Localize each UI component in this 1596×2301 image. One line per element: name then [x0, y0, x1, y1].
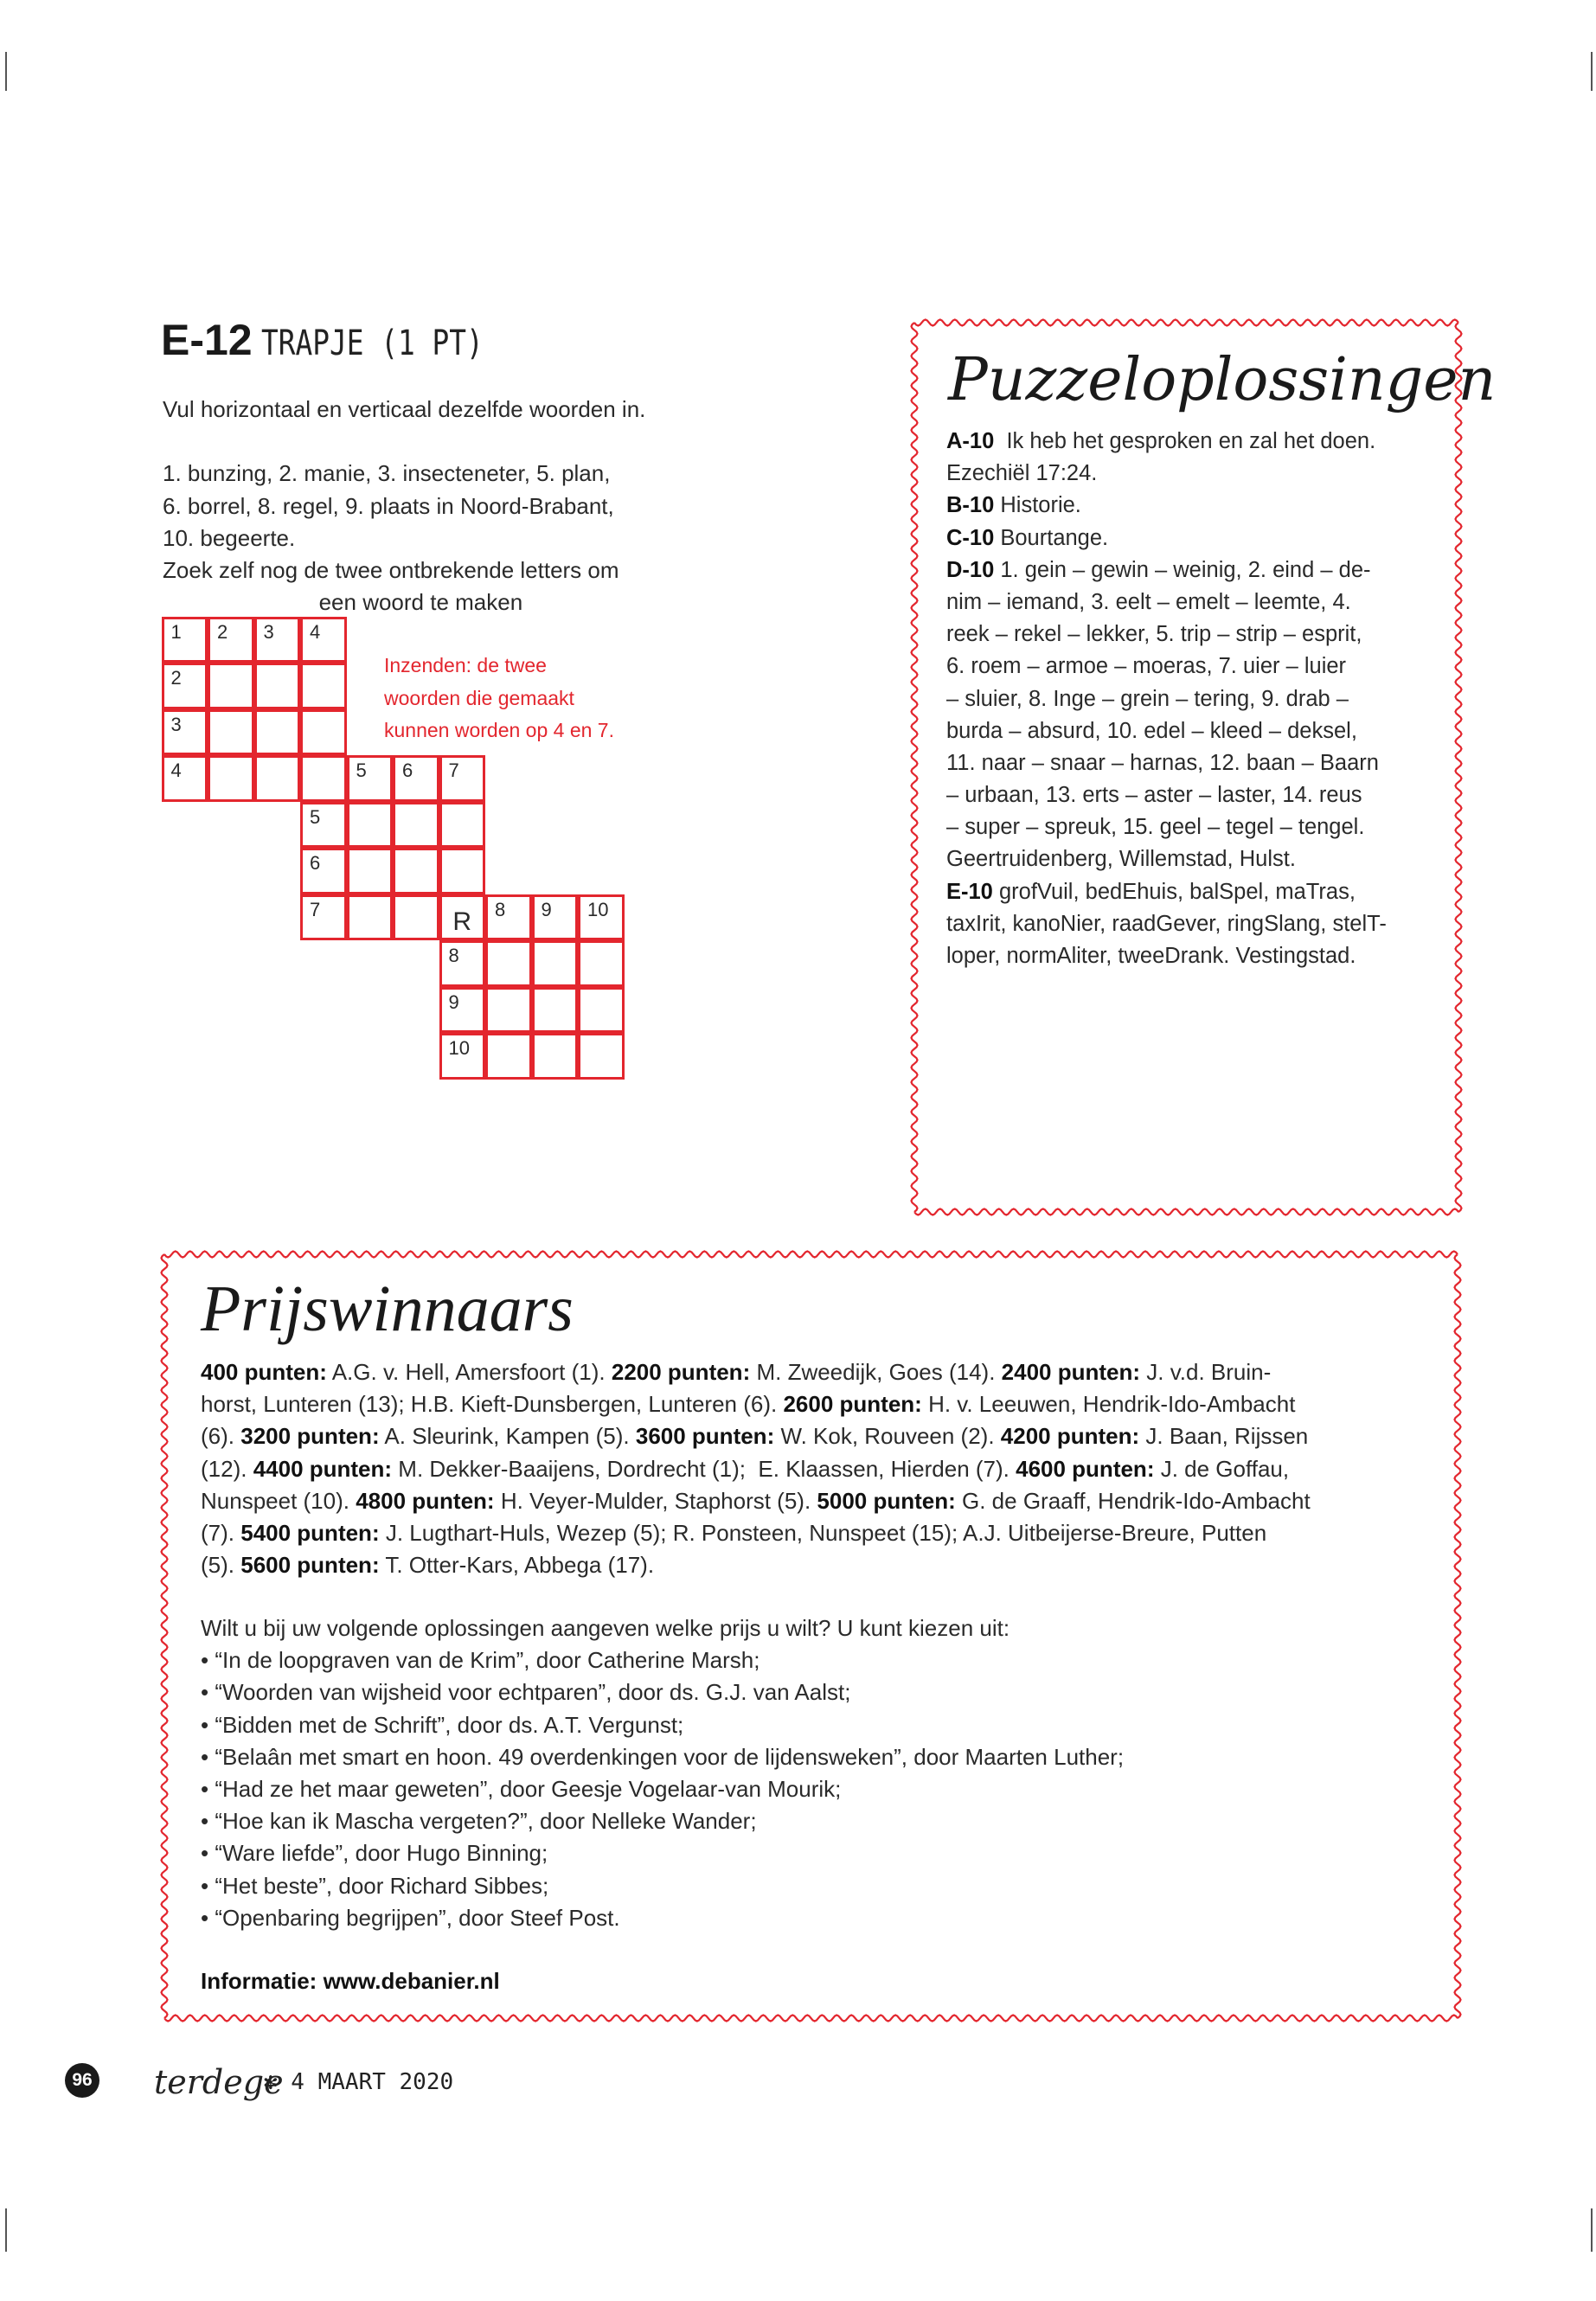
text-line: [201, 1805, 1124, 1837]
grid-cell[interactable]: [254, 755, 301, 802]
text-segment: T. Otter-Kars, Abbega (17).: [379, 1552, 655, 1579]
text-segment: Vul horizontaal en verticaal dezelfde woorden in.: [163, 396, 646, 422]
grid-cell[interactable]: [393, 894, 439, 941]
grid-cell[interactable]: [254, 663, 301, 709]
winners-title: Prijswinnaars: [201, 1272, 574, 1345]
text-line: [163, 458, 645, 490]
cell-number: 1: [170, 620, 182, 643]
text-line: [946, 426, 1387, 458]
text-line: [201, 1902, 1124, 1934]
bold-label: B-10: [946, 493, 995, 518]
grid-cell[interactable]: [347, 848, 394, 894]
text-segment: horst, Lunteren (13); H.B. Kieft-Dunsbergen, Lunteren (6).: [201, 1391, 784, 1418]
bold-label: 4600 punten:: [1016, 1455, 1155, 1482]
text-line: [201, 1549, 1311, 1581]
text-line: [946, 554, 1387, 586]
grid-cell[interactable]: [208, 663, 254, 709]
grid-cell[interactable]: [532, 1033, 579, 1080]
text-segment: Bourtange.: [994, 525, 1109, 550]
bold-label: 5000 punten:: [817, 1487, 956, 1514]
text-line: [946, 522, 1387, 554]
grid-cell[interactable]: [485, 1033, 532, 1080]
text-segment: Ik heb het gesproken en zal het doen.: [994, 429, 1376, 453]
text-segment: burda – absurd, 10. edel – kleed – deksel,: [946, 718, 1357, 743]
text-segment: • “Bidden met de Schrift”, door ds. A.T. Vergunst;: [201, 1711, 684, 1738]
bold-label: 4800 punten:: [356, 1487, 495, 1514]
crop-mark: [5, 2208, 7, 2252]
text-segment: • “Had ze het maar geweten”, door Geesje Vogelaar-van Mourik;: [201, 1775, 842, 1802]
grid-cell[interactable]: [162, 709, 208, 756]
grid-cell[interactable]: [208, 617, 254, 663]
bold-label: 5400 punten:: [240, 1519, 380, 1546]
text-line: [946, 940, 1387, 972]
text-segment: – sluier, 8. Inge – grein – tering, 9. drab –: [946, 686, 1349, 711]
grid-cell[interactable]: [254, 617, 301, 663]
cell-number: 2: [217, 620, 228, 643]
text-segment: (12).: [201, 1455, 253, 1482]
text-segment: • “In de loopgraven van de Krim”, door Catherine Marsh;: [201, 1647, 760, 1674]
grid-cell[interactable]: [439, 1033, 486, 1080]
text-line: [201, 1676, 1124, 1708]
grid-cell[interactable]: [393, 755, 439, 802]
bold-label: 4200 punten:: [1000, 1423, 1140, 1450]
text-line: [201, 1517, 1311, 1549]
cell-number: 9: [541, 898, 552, 920]
text-segment: 11. naar – snaar – harnas, 12. baan – Baarn: [946, 750, 1379, 775]
cell-number: 8: [495, 898, 506, 920]
text-line: [201, 1388, 1311, 1420]
text-segment: (5).: [201, 1552, 241, 1579]
text-line: [946, 619, 1387, 651]
text-line: [163, 522, 645, 554]
text-line: [163, 554, 645, 586]
text-segment: H. v. Leeuwen, Hendrik-Ido-Ambacht: [921, 1391, 1296, 1418]
grid-cell[interactable]: [578, 894, 625, 941]
text-segment: 10. begeerte.: [163, 524, 296, 551]
text-segment: taxIrit, kanoNier, raadGever, ringSlang, stelT-: [946, 911, 1387, 936]
cell-number: 6: [310, 852, 321, 874]
grid-cell[interactable]: [254, 709, 301, 756]
bold-label: 2600 punten:: [783, 1391, 922, 1418]
text-line: [201, 1644, 1124, 1676]
text-line: [163, 394, 645, 426]
text-segment: grofVuil, bedEhuis, balSpel, maTras,: [992, 879, 1356, 904]
grid-cell[interactable]: [347, 755, 394, 802]
grid-cell[interactable]: [393, 848, 439, 894]
text-segment: • “Hoe kan ik Mascha vergeten?”, door Nelleke Wander;: [201, 1808, 757, 1835]
cell-number: 4: [170, 760, 182, 781]
text-segment: J. v.d. Bruin-: [1140, 1359, 1272, 1385]
text-segment: Geertruidenberg, Willemstad, Hulst.: [946, 847, 1296, 872]
grid-cell[interactable]: [485, 894, 532, 941]
bold-label: 3600 punten:: [635, 1423, 775, 1450]
cell-number: 7: [310, 898, 321, 920]
cell-number: 3: [170, 713, 182, 735]
text-line: [946, 683, 1387, 715]
grid-cell[interactable]: [300, 894, 347, 941]
magazine-logo: terdege: [154, 2063, 284, 2101]
prize-options: [201, 1612, 1124, 1934]
cell-number: 5: [356, 760, 367, 781]
bold-label: 4400 punten:: [253, 1455, 393, 1482]
solutions-text: [946, 426, 1387, 972]
text-line: [163, 426, 645, 458]
cell-number: 4: [310, 620, 321, 643]
crop-mark: [1591, 2208, 1593, 2252]
note-line: kunnen worden op 4 en 7.: [384, 719, 614, 741]
text-segment: • “Het beste”, door Richard Sibbes;: [201, 1872, 549, 1899]
text-segment: 6. borrel, 8. regel, 9. plaats in Noord-Brabant,: [163, 492, 614, 519]
puzzle-title: TRAPJE (1 PT): [260, 324, 484, 363]
grid-cell[interactable]: [300, 802, 347, 849]
cell-number: 2: [170, 667, 182, 689]
puzzle-heading: [161, 311, 532, 372]
text-segment: • “Ware liefde”, door Hugo Binning;: [201, 1840, 548, 1867]
grid-cell[interactable]: [300, 755, 347, 802]
grid-cell[interactable]: [300, 663, 347, 709]
text-segment: A. Sleurink, Kampen (5).: [379, 1423, 636, 1450]
cell-number: 10: [587, 898, 609, 920]
text-segment: J. de Goffau,: [1154, 1455, 1290, 1482]
text-segment: – super – spreuk, 15. geel – tegel – tengel.: [946, 815, 1365, 840]
text-segment: – urbaan, 13. erts – aster – laster, 14. reus: [946, 783, 1362, 808]
grid-cell[interactable]: [485, 987, 532, 1034]
grid-cell[interactable]: [347, 894, 394, 941]
text-line: [946, 715, 1387, 747]
text-segment: nim – iemand, 3. eelt – emelt – leemte, 4.: [946, 589, 1351, 614]
bold-label: D-10: [946, 557, 995, 582]
grid-cell[interactable]: [393, 802, 439, 849]
grid-cell[interactable]: [162, 617, 208, 663]
text-line: [946, 586, 1387, 619]
grid-cell[interactable]: [300, 848, 347, 894]
grid-cell[interactable]: [439, 848, 486, 894]
text-segment: H. Veyer-Mulder, Staphorst (5).: [494, 1487, 817, 1514]
text-line: [201, 1612, 1124, 1644]
text-segment: Ezechiël 17:24.: [946, 461, 1098, 486]
note-line: Inzenden: de twee: [384, 654, 547, 676]
cell-number: 8: [448, 945, 459, 966]
text-line: [163, 586, 645, 619]
grid-cell[interactable]: [439, 894, 486, 941]
text-segment: Wilt u bij uw volgende oplossingen aangeven welke prijs u wilt? U kunt kiezen uit:: [201, 1615, 1010, 1641]
text-segment: J. Baan, Rijssen: [1139, 1423, 1309, 1450]
bold-label: E-10: [946, 879, 993, 904]
text-segment: • “Woorden van wijsheid voor echtparen”, door ds. G.J. van Aalst;: [201, 1679, 851, 1706]
text-line: [946, 908, 1387, 940]
text-segment: (7).: [201, 1519, 241, 1546]
grid-cell[interactable]: [532, 940, 579, 987]
grid-cell[interactable]: [347, 802, 394, 849]
solutions-title: Puzzeloplossingen: [948, 346, 1497, 414]
text-line: [201, 1870, 1124, 1902]
text-segment: 6. roem – armoe – moeras, 7. uier – luier: [946, 654, 1347, 679]
bold-label: 5600 punten:: [240, 1552, 380, 1579]
grid-cell[interactable]: [300, 617, 347, 663]
bold-label: 2200 punten:: [611, 1359, 751, 1385]
note-line: woorden die gemaakt: [384, 686, 574, 709]
text-segment: 1. bunzing, 2. manie, 3. insecteneter, 5. plan,: [163, 460, 611, 487]
text-line: [201, 1741, 1124, 1773]
grid-cell[interactable]: [439, 987, 486, 1034]
text-segment: reek – rekel – lekker, 5. trip – strip – esprit,: [946, 622, 1362, 647]
text-line: [201, 1356, 1311, 1388]
grid-cell[interactable]: [439, 802, 486, 849]
bold-label: A-10: [946, 429, 995, 453]
puzzle-code: E-12: [161, 316, 253, 364]
bold-label: 2400 punten:: [1001, 1359, 1141, 1385]
text-line: [163, 490, 645, 522]
cell-number: 5: [310, 805, 321, 828]
text-line: [946, 876, 1387, 908]
bold-label: 3200 punten:: [240, 1423, 380, 1450]
text-line: [946, 458, 1387, 490]
text-line: [201, 1453, 1311, 1485]
crop-mark: [1591, 52, 1593, 91]
grid-cell[interactable]: [578, 987, 625, 1034]
cell-number: 7: [448, 760, 459, 781]
text-segment: 1. gein – gewin – weinig, 2. eind – de-: [994, 557, 1371, 582]
text-line: [946, 490, 1387, 522]
puzzle-instructions: [163, 394, 645, 619]
bold-label: C-10: [946, 525, 995, 550]
grid-cell[interactable]: [578, 940, 625, 987]
text-segment: Nunspeet (10).: [201, 1487, 356, 1514]
cell-number: 3: [263, 620, 274, 643]
bold-label: 400 punten:: [201, 1359, 327, 1385]
text-segment: een woord te maken: [163, 589, 523, 616]
text-segment: W. Kok, Rouveen (2).: [774, 1423, 1001, 1450]
text-line: [201, 1773, 1124, 1805]
grid-cell[interactable]: [439, 755, 486, 802]
text-segment: M. Zweedijk, Goes (14).: [750, 1359, 1002, 1385]
issue-date: ✻ 4 MAART 2020: [264, 2069, 454, 2095]
text-line: [201, 1485, 1311, 1517]
text-segment: • “Belaân met smart en hoon. 49 overdenkingen voor de lijdensweken”, door Maarten Luther;: [201, 1743, 1125, 1770]
winners-list: [201, 1356, 1311, 1581]
grid-cell[interactable]: [439, 940, 486, 987]
text-segment: loper, normAliter, tweeDrank. Vestingstad.: [946, 944, 1356, 968]
cell-number: 10: [448, 1037, 470, 1059]
text-segment: G. de Graaff, Hendrik-Ido-Ambacht: [955, 1487, 1311, 1514]
grid-cell[interactable]: [532, 987, 579, 1034]
text-line: [946, 811, 1387, 843]
grid-cell[interactable]: [208, 755, 254, 802]
text-line: [201, 1709, 1124, 1741]
text-segment: J. Lugthart-Huls, Wezep (5); R. Ponsteen, Nunspeet (15); A.J. Uitbeijerse-Breure, Putten: [379, 1519, 1267, 1546]
text-line: [946, 747, 1387, 779]
text-line: [946, 843, 1387, 875]
info-link[interactable]: Informatie: www.debanier.nl: [201, 1968, 500, 1994]
text-line: [201, 1420, 1311, 1452]
crop-mark: [5, 52, 7, 91]
grid-cell[interactable]: [162, 755, 208, 802]
grid-cell[interactable]: [578, 1033, 625, 1080]
text-segment: Historie.: [994, 493, 1081, 518]
grid-cell[interactable]: [208, 709, 254, 756]
grid-cell[interactable]: [485, 940, 532, 987]
cell-number: 9: [448, 990, 459, 1013]
cell-number: 6: [402, 760, 413, 781]
grid-cell[interactable]: [532, 894, 579, 941]
text-line: [946, 779, 1387, 811]
text-line: [201, 1837, 1124, 1869]
text-segment: (6).: [201, 1423, 241, 1450]
text-segment: A.G. v. Hell, Amersfoort (1).: [326, 1359, 612, 1385]
grid-cell[interactable]: [300, 709, 347, 756]
text-segment: Zoek zelf nog de twee ontbrekende letters om: [163, 556, 619, 583]
page-number-badge: 96: [65, 2063, 99, 2098]
text-line: [946, 651, 1387, 683]
given-letter: R: [452, 907, 472, 936]
text-segment: • “Openbaring begrijpen”, door Steef Post.: [201, 1904, 620, 1931]
grid-cell[interactable]: [162, 663, 208, 709]
submission-note: [384, 650, 614, 747]
text-segment: M. Dekker-Baaijens, Dordrecht (1); E. Klaassen, Hierden (7).: [392, 1455, 1016, 1482]
